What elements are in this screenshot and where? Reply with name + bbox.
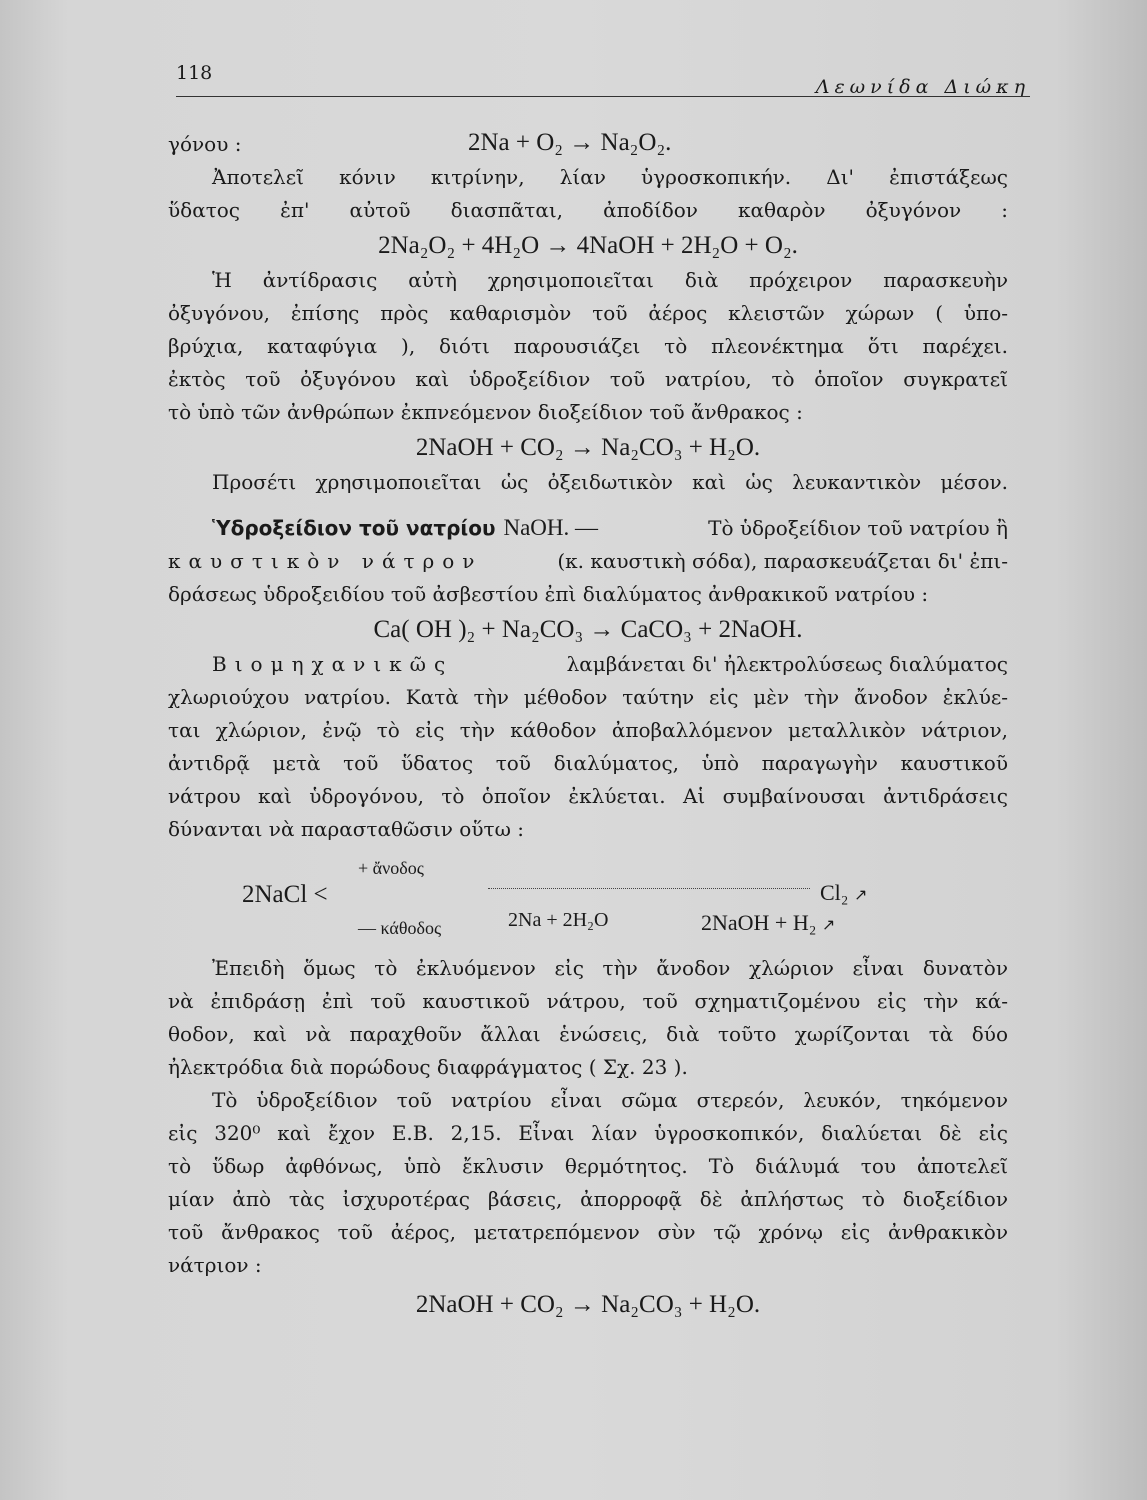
cathode-products-formula: 2NaOH + H₂ — [701, 910, 817, 935]
page-body — [168, 128, 1008, 1323]
paragraph-line — [168, 545, 1008, 578]
section-heading: Ὑδροξείδιον τοῦ νατρίου — [212, 516, 496, 540]
text-line: εἰς 320⁰ καὶ ἔχον Ε.Β. 2,15. Εἶναι λίαν ὑγροσκοπικόν, διαλύεται δὲ εἰς — [168, 1121, 1008, 1145]
paragraph-start — [168, 128, 1008, 161]
text-line: ἀντιδρᾷ μετὰ τοῦ ὕδατος τοῦ διαλύματος, ὑπὸ παραγωγὴν καυστικοῦ — [168, 751, 1008, 775]
header-rule — [176, 96, 1030, 97]
text-line: τοῦ ἄνθρακος τοῦ ἀέρος, μετατρεπόμενον σὺν τῷ χρόνῳ εἰς ἀνθρακικὸν — [168, 1220, 1008, 1244]
text-line: δύνανται νὰ παρασταθῶσιν οὕτω : — [168, 817, 524, 841]
electrolysis-scheme — [168, 850, 1008, 942]
scheme-anode-label: + ἄνοδος — [358, 858, 424, 878]
scheme-reactant: 2NaCl < — [242, 881, 328, 908]
paragraph-line — [168, 648, 1008, 681]
text-line: Προσέτι χρησιμοποιεῖται ὡς ὀξειδωτικὸν καὶ ὡς λευκαντικὸν μέσον. — [212, 470, 1008, 494]
text-line: λαμβάνεται δι' ἠλεκτρολύσεως διαλύματος — [566, 652, 1008, 676]
text-line: χλωριούχου νατρίου. Κατὰ τὴν μέθοδον ταύτην εἰς μὲν τὴν ἄνοδον ἐκλύε- — [168, 685, 1008, 709]
scheme-cathode-label: — κάθοδος — [358, 918, 442, 938]
scheme-dotted-line — [488, 888, 810, 889]
text-line: Ἐπειδὴ ὅμως τὸ ἐκλυόμενον εἰς τὴν ἄνοδον χλώριον εἶναι δυνατὸν — [212, 956, 1008, 980]
text-line: Τὸ ὑδροξείδιον τοῦ νατρίου εἶναι σῶμα στερεόν, λευκόν, τηκόμενον — [212, 1088, 1008, 1112]
text-line: (κ. καυστικὴ σόδα), παρασκευάζεται δι' ἐπι- — [557, 549, 1008, 573]
text-line: Τὸ ὑδροξείδιον τοῦ νατρίου ἢ — [708, 516, 1008, 540]
text-line: τὸ ὑπὸ τῶν ἀνθρώπων ἐκπνεόμενον διοξείδιον τοῦ ἄνθρακος : — [168, 400, 803, 424]
equation-peroxide-hydrolysis: 2Na₂O₂ + 4H₂O → 4NaOH + 2H₂O + O₂. — [378, 232, 798, 259]
page-number: 118 — [176, 62, 213, 84]
text-line: ἐκτὸς τοῦ ὀξυγόνου καὶ ὑδροξείδιον τοῦ νατρίου, τὸ ὁποῖον συγκρατεῖ — [168, 367, 1008, 391]
text-line: τὸ ὕδωρ ἀφθόνως, ὑπὸ ἔκλυσιν θερμότητος. Τὸ διάλυμά του ἀποτελεῖ — [168, 1154, 1008, 1178]
text-line: γόνου : — [168, 132, 242, 156]
chlorine-formula: Cl₂ — [820, 880, 849, 905]
text-line: νάτρου καὶ ὑδρογόνου, τὸ ὁποῖον ἐκλύεται. Αἱ συμβαίνουσαι ἀντιδράσεις — [168, 784, 1008, 808]
section-heading-line — [168, 511, 1008, 545]
text-line: Ἡ ἀντίδρασις αὐτὴ χρησιμοποιεῖται διὰ πρόχειρον παρασκευὴν — [212, 268, 1008, 292]
equation-carbonation: 2NaOH + CO₂ → Na₂CO₃ + H₂O. — [415, 1291, 761, 1318]
spaced-term: Βιομηχανικῶς — [212, 652, 454, 676]
text-line: νὰ ἐπιδράσῃ ἐπὶ τοῦ καυστικοῦ νάτρου, τοῦ σχηματιζομένου εἰς τὴν κά- — [168, 989, 1008, 1013]
text-line: ται χλώριον, ἐνῷ τὸ εἰς τὴν κάθοδον ἀποβαλλόμενον μεταλλικὸν νάτριον, — [168, 718, 1008, 742]
equation-sodium-peroxide: 2Na + O₂ → Na₂O₂. — [468, 129, 672, 156]
text-line: ὀξυγόνου, ἐπίσης πρὸς καθαρισμὸν τοῦ ἀέρος κλειστῶν χώρων ( ὑπο- — [168, 301, 1008, 325]
equation-co2-absorption: 2NaOH + CO₂ → Na₂CO₃ + H₂O. — [415, 434, 761, 461]
gas-release-arrow-icon: ↗ — [821, 915, 836, 934]
scheme-cathode-reactants: 2Na + 2H₂O — [508, 909, 609, 931]
text-line: Ἀποτελεῖ κόνιν κιτρίνην, λίαν ὑγροσκοπικήν. Δι' ἐπιστάξεως — [212, 165, 1008, 189]
spaced-term: καυστικὸν νάτρον — [168, 549, 483, 573]
text-line: μίαν ἀπὸ τὰς ἰσχυροτέρας βάσεις, ἀπορροφᾷ δὲ ἀπλήστως τὸ διοξείδιον — [168, 1187, 1008, 1211]
section-formula: NaOH. — — [503, 515, 599, 540]
text-line: ὕδατος ἐπ' αὐτοῦ διασπᾶται, ἀποδίδον καθαρὸν ὀξυγόνον : — [168, 198, 1008, 222]
scheme-cathode-product — [701, 906, 835, 941]
page-header — [176, 58, 1030, 98]
equation-causticization: Ca( OH )₂ + Na₂CO₃ → CaCO₃ + 2NaOH. — [373, 616, 803, 643]
text-line: βρύχια, καταφύγια ), διότι παρουσιάζει τὸ πλεονέκτημα ὅτι παρέχει. — [168, 334, 1008, 358]
gas-release-arrow-icon: ↗ — [853, 885, 868, 904]
text-line: θοδον, καὶ νὰ παραχθοῦν ἄλλαι ἑνώσεις, διὰ τοῦτο χωρίζονται τὰ δύο — [168, 1022, 1008, 1046]
text-line: νάτριον : — [168, 1253, 262, 1277]
text-line: δράσεως ὑδροξειδίου τοῦ ἀσβεστίου ἐπὶ διαλύματος ἀνθρακικοῦ νατρίου : — [168, 582, 929, 606]
running-title: Λεωνίδα Διώκη — [815, 76, 1030, 98]
text-line: ἠλεκτρόδια διὰ πορώδους διαφράγματος ( Σχ. 23 ). — [168, 1055, 688, 1079]
